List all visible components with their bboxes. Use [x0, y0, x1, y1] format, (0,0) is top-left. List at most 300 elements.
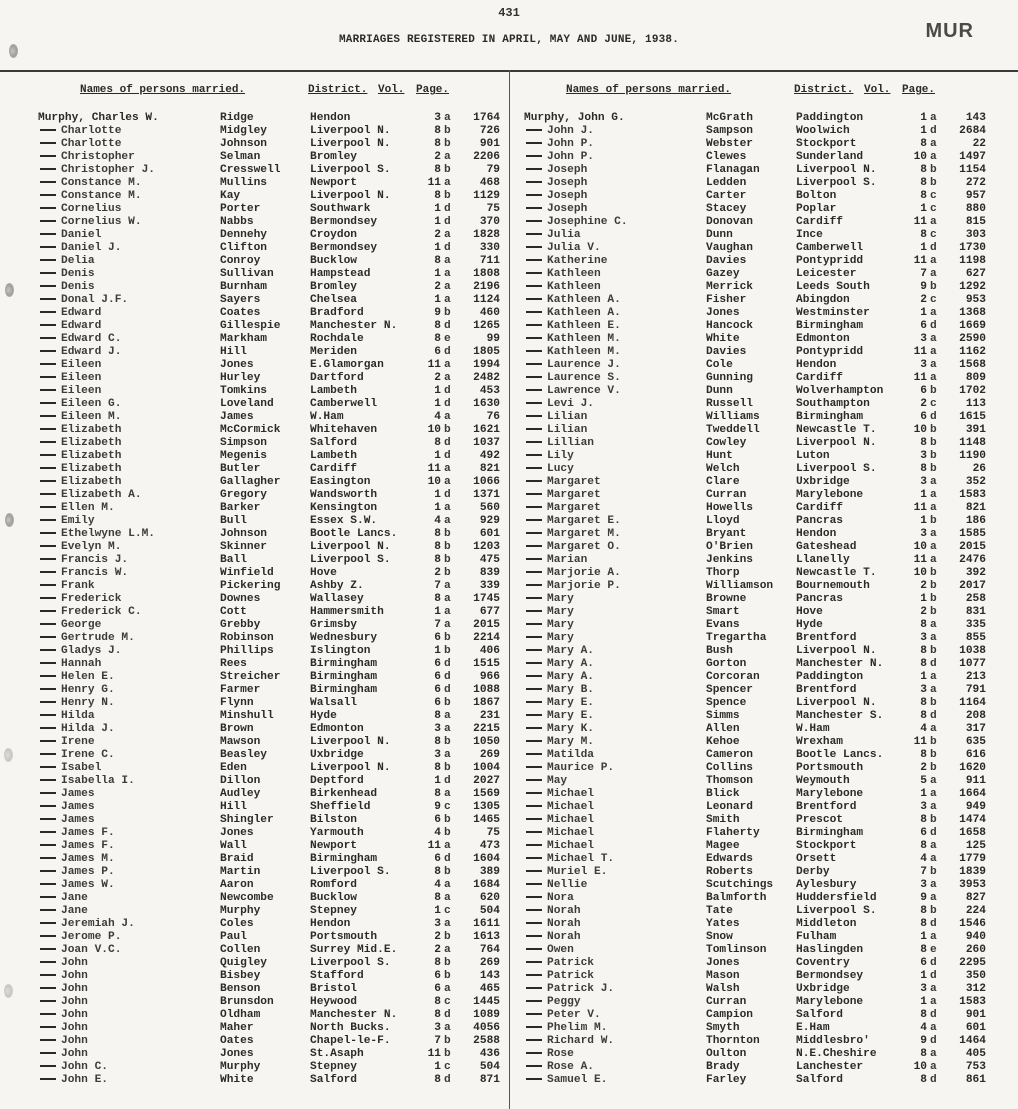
page-ref: 2214 — [473, 632, 500, 644]
spouse-surname: Collins — [706, 762, 753, 774]
given-name: Kathleen M. — [547, 346, 621, 358]
ditto-dash-icon — [526, 506, 542, 508]
page-ref: 4056 — [473, 1022, 500, 1034]
spouse-surname: Bryant — [706, 528, 747, 540]
register-entry — [38, 216, 508, 229]
column-divider — [509, 70, 510, 1109]
page-ref: 1611 — [473, 918, 500, 930]
spouse-surname: Dunn — [706, 385, 733, 397]
district: Deptford — [310, 775, 364, 787]
volume-section: b — [444, 736, 451, 748]
register-entry — [524, 580, 994, 593]
volume: 11 — [427, 840, 441, 852]
ditto-dash-icon — [40, 545, 56, 547]
ditto-dash-icon — [40, 285, 56, 287]
given-name-cell — [524, 879, 706, 892]
given-name: Margaret O. — [547, 541, 621, 553]
given-name-cell — [38, 619, 220, 632]
volume-section: a — [930, 853, 937, 865]
ditto-dash-icon — [40, 909, 56, 911]
given-name: John P. — [547, 151, 594, 163]
ditto-dash-icon — [526, 337, 542, 339]
page-ref: 475 — [479, 554, 500, 566]
spouse-surname: Flaherty — [706, 827, 760, 839]
given-name: Norah — [547, 918, 581, 930]
district: Pancras — [796, 515, 843, 527]
given-name: Owen — [547, 944, 574, 956]
volume: 1 — [920, 515, 927, 527]
register-entry — [38, 567, 508, 580]
spouse-surname: Webster — [706, 138, 753, 150]
volume-section: a — [444, 619, 451, 631]
volume-section: d — [930, 658, 937, 670]
volume-section: b — [930, 450, 937, 462]
volume: 1 — [920, 593, 927, 605]
ditto-dash-icon — [526, 961, 542, 963]
ditto-dash-icon — [526, 246, 542, 248]
register-entry — [524, 346, 994, 359]
spouse-surname: Sullivan — [220, 268, 274, 280]
given-name-cell — [38, 931, 220, 944]
given-name-cell — [38, 255, 220, 268]
district: Hyde — [796, 619, 823, 631]
page-title: MARRIAGES REGISTERED IN APRIL, MAY AND JUNE, 1938. — [338, 34, 680, 46]
volume: 1 — [920, 242, 927, 254]
given-name-cell — [38, 281, 220, 294]
page-ref: 224 — [965, 905, 986, 917]
ditto-dash-icon — [526, 883, 542, 885]
district: Bilston — [310, 814, 357, 826]
given-name-cell — [38, 684, 220, 697]
given-name-cell — [38, 294, 220, 307]
district: Hyde — [310, 710, 337, 722]
given-name: Lawrence V. — [547, 385, 621, 397]
volume: 1 — [434, 216, 441, 228]
district: Pontypridd — [796, 346, 864, 358]
volume-section: a — [930, 359, 937, 371]
district: Lambeth — [310, 385, 357, 397]
district: Liverpool N. — [310, 736, 391, 748]
given-name-cell — [38, 671, 220, 684]
volume: 1 — [920, 489, 927, 501]
spouse-surname: Beasley — [220, 749, 267, 761]
spouse-surname: Audley — [220, 788, 261, 800]
spouse-surname: Minshull — [220, 710, 274, 722]
given-name-cell — [524, 684, 706, 697]
given-name: Margaret — [547, 476, 601, 488]
register-entry — [524, 814, 994, 827]
given-name: Elizabeth — [61, 437, 122, 449]
given-name-cell — [524, 1009, 706, 1022]
volume: 1 — [434, 450, 441, 462]
volume: 10 — [427, 476, 441, 488]
register-entry — [38, 294, 508, 307]
ditto-dash-icon — [40, 805, 56, 807]
district: Liverpool N. — [796, 164, 877, 176]
district: Essex S.W. — [310, 515, 378, 527]
district: Hammersmith — [310, 606, 384, 618]
volume: 6 — [434, 684, 441, 696]
given-name: Murphy, John G. — [524, 112, 625, 124]
register-entry — [38, 307, 508, 320]
given-name-cell — [524, 671, 706, 684]
spouse-surname: Kehoe — [706, 736, 740, 748]
volume-section: c — [930, 229, 937, 241]
volume: 11 — [913, 502, 927, 514]
page-ref: 616 — [965, 749, 986, 761]
register-entry — [524, 190, 994, 203]
spouse-surname: Curran — [706, 489, 747, 501]
volume-section: d — [444, 489, 451, 501]
given-name-cell — [524, 632, 706, 645]
spouse-surname: Coles — [220, 918, 254, 930]
district: Stockport — [796, 138, 857, 150]
spouse-surname: Markham — [220, 333, 267, 345]
given-name: Elizabeth — [61, 476, 122, 488]
district: Birmingham — [310, 671, 378, 683]
volume: 1 — [920, 671, 927, 683]
volume-section: d — [930, 125, 937, 137]
given-name: John C. — [61, 1061, 108, 1073]
ditto-dash-icon — [526, 844, 542, 846]
given-name-cell — [524, 658, 706, 671]
given-name: Patrick — [547, 970, 594, 982]
page-ref: 2215 — [473, 723, 500, 735]
district: Heywood — [310, 996, 357, 1008]
given-name: Elizabeth — [61, 424, 122, 436]
volume-section: c — [930, 294, 937, 306]
page-ref: 1658 — [959, 827, 986, 839]
ditto-dash-icon — [526, 545, 542, 547]
district: Southampton — [796, 398, 870, 410]
ditto-dash-icon — [40, 935, 56, 937]
page-ref: 953 — [965, 294, 986, 306]
given-name: Emily — [61, 515, 95, 527]
volume: 2 — [434, 281, 441, 293]
district: Chelsea — [310, 294, 357, 306]
page-ref: 1050 — [473, 736, 500, 748]
page-ref: 839 — [479, 567, 500, 579]
volume: 8 — [434, 333, 441, 345]
ditto-dash-icon — [40, 441, 56, 443]
volume: 8 — [434, 762, 441, 774]
given-name-cell — [38, 788, 220, 801]
page-ref: 620 — [479, 892, 500, 904]
district: Cardiff — [796, 372, 843, 384]
ditto-dash-icon — [526, 350, 542, 352]
given-name: Hilda J. — [61, 723, 115, 735]
district: N.E.Cheshire — [796, 1048, 877, 1060]
volume-section: a — [444, 177, 451, 189]
district: Aylesbury — [796, 879, 857, 891]
ditto-dash-icon — [526, 922, 542, 924]
district: Bromley — [310, 281, 357, 293]
district: Westminster — [796, 307, 870, 319]
register-entry — [524, 476, 994, 489]
given-name-cell — [38, 840, 220, 853]
volume: 8 — [434, 736, 441, 748]
right-entries — [524, 112, 994, 1087]
page-ref: 911 — [965, 775, 986, 787]
page-ref: 764 — [479, 944, 500, 956]
given-name-cell — [38, 164, 220, 177]
page-ref: 2684 — [959, 125, 986, 137]
district: Bootle Lancs. — [796, 749, 884, 761]
volume-section: c — [930, 190, 937, 202]
page-ref: 1515 — [473, 658, 500, 670]
given-name: John P. — [547, 138, 594, 150]
register-entry — [524, 320, 994, 333]
given-name: Edward J. — [61, 346, 122, 358]
volume: 1 — [920, 970, 927, 982]
register-entry — [38, 346, 508, 359]
page-ref: 929 — [479, 515, 500, 527]
spouse-surname: Nabbs — [220, 216, 254, 228]
page-ref: 1839 — [959, 866, 986, 878]
volume: 8 — [434, 1009, 441, 1021]
volume: 6 — [920, 411, 927, 423]
given-name-cell — [524, 957, 706, 970]
volume: 3 — [920, 476, 927, 488]
given-name: Frederick — [61, 593, 122, 605]
volume: 8 — [434, 164, 441, 176]
district: Stepney — [310, 1061, 357, 1073]
page-ref: 1474 — [959, 814, 986, 826]
page-ref: 468 — [479, 177, 500, 189]
volume: 6 — [434, 853, 441, 865]
ditto-dash-icon — [40, 155, 56, 157]
ditto-dash-icon — [526, 415, 542, 417]
volume: 2 — [434, 931, 441, 943]
register-entry — [524, 385, 994, 398]
volume-section: b — [930, 749, 937, 761]
page-ref: 1203 — [473, 541, 500, 553]
given-name: Marjorie A. — [547, 567, 621, 579]
page-ref: 269 — [479, 957, 500, 969]
ditto-dash-icon — [526, 454, 542, 456]
district: Brentford — [796, 684, 857, 696]
page-ref: 473 — [479, 840, 500, 852]
district: Brentford — [796, 801, 857, 813]
volume-section: a — [444, 1022, 451, 1034]
register-entry — [38, 372, 508, 385]
district: Gateshead — [796, 541, 857, 553]
given-name-cell — [38, 762, 220, 775]
spouse-surname: Gorton — [706, 658, 747, 670]
volume-section: b — [444, 554, 451, 566]
spouse-surname: Streicher — [220, 671, 281, 683]
ditto-dash-icon — [526, 376, 542, 378]
ditto-dash-icon — [526, 701, 542, 703]
ditto-dash-icon — [526, 792, 542, 794]
volume: 3 — [920, 528, 927, 540]
register-entry — [38, 463, 508, 476]
register-entry — [38, 164, 508, 177]
ditto-dash-icon — [40, 519, 56, 521]
spouse-surname: O'Brien — [706, 541, 753, 553]
ditto-dash-icon — [40, 428, 56, 430]
volume: 3 — [920, 359, 927, 371]
district: Liverpool N. — [796, 697, 877, 709]
register-entry — [38, 697, 508, 710]
volume: 8 — [920, 1048, 927, 1060]
volume: 8 — [434, 528, 441, 540]
register-entry — [38, 125, 508, 138]
spouse-surname: Thomson — [706, 775, 753, 787]
volume: 8 — [920, 840, 927, 852]
spouse-surname: Oulton — [706, 1048, 747, 1060]
spouse-surname: Jones — [706, 957, 740, 969]
ditto-dash-icon — [40, 168, 56, 170]
given-name: Samuel E. — [547, 1074, 608, 1086]
ditto-dash-icon — [40, 298, 56, 300]
ditto-dash-icon — [40, 272, 56, 274]
volume-section: a — [930, 372, 937, 384]
district: Liverpool N. — [796, 645, 877, 657]
volume: 3 — [920, 333, 927, 345]
register-entry — [38, 944, 508, 957]
given-name-cell — [38, 1074, 220, 1087]
spouse-surname: Carter — [706, 190, 747, 202]
given-name-cell — [524, 1048, 706, 1061]
volume: 8 — [434, 320, 441, 332]
district: Birmingham — [796, 827, 864, 839]
page-ref: 125 — [965, 840, 986, 852]
given-name-cell — [524, 1022, 706, 1035]
register-entry — [524, 684, 994, 697]
ditto-dash-icon — [526, 584, 542, 586]
volume: 10 — [913, 424, 927, 436]
volume: 7 — [920, 268, 927, 280]
volume-section: a — [930, 931, 937, 943]
given-name-cell — [38, 216, 220, 229]
ditto-dash-icon — [40, 532, 56, 534]
page-ref: 1464 — [959, 1035, 986, 1047]
given-name: Ethelwyne L.M. — [61, 528, 155, 540]
volume: 8 — [920, 229, 927, 241]
ditto-dash-icon — [40, 259, 56, 261]
ditto-dash-icon — [40, 311, 56, 313]
volume-section: a — [930, 632, 937, 644]
volume: 1 — [434, 294, 441, 306]
spouse-surname: Brunsdon — [220, 996, 274, 1008]
spouse-surname: Shingler — [220, 814, 274, 826]
spouse-surname: Tweddell — [706, 424, 760, 436]
page-ref: 1546 — [959, 918, 986, 930]
given-name-cell — [38, 593, 220, 606]
volume: 2 — [434, 944, 441, 956]
given-name: Gertrude M. — [61, 632, 135, 644]
register-entry — [524, 307, 994, 320]
given-name: Michael — [547, 814, 594, 826]
given-name: Lilian — [547, 424, 588, 436]
volume-section: d — [444, 450, 451, 462]
register-entry — [524, 294, 994, 307]
page-ref: 258 — [965, 593, 986, 605]
spouse-surname: Newcombe — [220, 892, 274, 904]
ditto-dash-icon — [40, 506, 56, 508]
ditto-dash-icon — [526, 753, 542, 755]
district: Bermondsey — [796, 970, 864, 982]
register-entry — [524, 1035, 994, 1048]
given-name: Donal J.F. — [61, 294, 129, 306]
register-entry — [38, 879, 508, 892]
page-ref: 339 — [479, 580, 500, 592]
given-name-cell — [38, 645, 220, 658]
district: Hendon — [310, 112, 351, 124]
volume-section: a — [930, 1061, 937, 1073]
register-entry — [38, 541, 508, 554]
volume: 8 — [434, 437, 441, 449]
register-entry — [524, 359, 994, 372]
given-name-cell — [524, 944, 706, 957]
given-name-cell — [524, 762, 706, 775]
page-ref: 1368 — [959, 307, 986, 319]
register-entry — [38, 931, 508, 944]
register-entry — [524, 463, 994, 476]
ditto-dash-icon — [40, 207, 56, 209]
register-entry — [38, 580, 508, 593]
given-name-cell — [524, 983, 706, 996]
volume: 1 — [434, 606, 441, 618]
spouse-surname: Dunn — [706, 229, 733, 241]
ditto-dash-icon — [40, 1013, 56, 1015]
volume-section: b — [444, 814, 451, 826]
district: Huddersfield — [796, 892, 877, 904]
volume-section: a — [444, 255, 451, 267]
district: E.Ham — [796, 1022, 830, 1034]
register-entry — [524, 775, 994, 788]
district: Middlesbro' — [796, 1035, 870, 1047]
page-ref: 1828 — [473, 229, 500, 241]
volume-section: c — [930, 203, 937, 215]
register-entry — [38, 827, 508, 840]
volume: 10 — [427, 424, 441, 436]
volume: 2 — [434, 151, 441, 163]
page-ref: 2196 — [473, 281, 500, 293]
district: Liverpool S. — [310, 866, 391, 878]
spouse-surname: Mawson — [220, 736, 261, 748]
register-entry — [524, 918, 994, 931]
given-name: May — [547, 775, 568, 787]
given-name: Henry G. — [61, 684, 115, 696]
register-entry — [524, 177, 994, 190]
page-ref: 809 — [965, 372, 986, 384]
ditto-dash-icon — [40, 1065, 56, 1067]
given-name: Edward — [61, 307, 102, 319]
register-entry — [38, 554, 508, 567]
spouse-surname: Porter — [220, 203, 261, 215]
page-ref: 1867 — [473, 697, 500, 709]
register-entry — [524, 1009, 994, 1022]
volume: 2 — [434, 229, 441, 241]
names-header: Names of persons married. — [566, 84, 732, 96]
register-entry — [38, 177, 508, 190]
district: Bournemouth — [796, 580, 870, 592]
spouse-surname: Snow — [706, 931, 733, 943]
given-name: Henry N. — [61, 697, 115, 709]
page-ref: 453 — [479, 385, 500, 397]
spouse-surname: Scutchings — [706, 879, 774, 891]
volume: 6 — [920, 320, 927, 332]
spouse-surname: Simms — [706, 710, 740, 722]
given-name: Jerome P. — [61, 931, 122, 943]
given-name: Charlotte — [61, 138, 122, 150]
volume-section: d — [444, 671, 451, 683]
ditto-dash-icon — [40, 857, 56, 859]
volume: 2 — [920, 398, 927, 410]
given-name-cell — [524, 359, 706, 372]
